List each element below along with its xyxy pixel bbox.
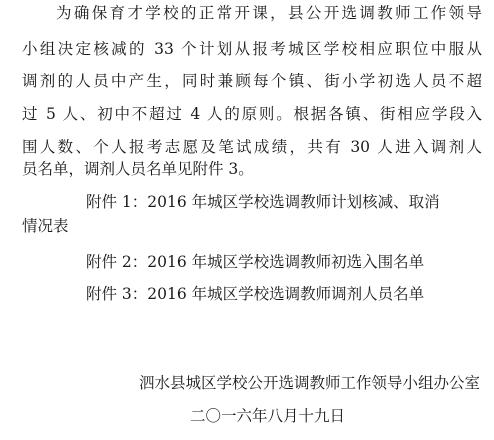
paragraph-line-2: 小组决定核减的 33 个计划从报考城区学校相应职位中服从 bbox=[22, 40, 482, 58]
attachment-3: 附件 3：2016 年城区学校选调教师调剂人员名单 bbox=[86, 285, 425, 303]
signature-org: 泗水县城区学校公开选调教师工作领导小组办公室 bbox=[138, 374, 480, 392]
paragraph-line-1: 为确保育才学校的正常开课，县公开选调教师工作领导 bbox=[56, 4, 482, 22]
attachment-1-line-2: 情况表 bbox=[22, 217, 69, 235]
paragraph-line-5: 围人数、个人报考志愿及笔试成绩，共有 30 人进入调剂人 bbox=[22, 138, 482, 156]
paragraph-line-6: 员名单，调剂人员名单见附件 3。 bbox=[22, 160, 254, 178]
paragraph-line-3: 调剂的人员中产生，同时兼顾每个镇、街小学初选人员不超 bbox=[22, 72, 482, 90]
attachment-1-line-1: 附件 1：2016 年城区学校选调教师计划核减、取消 bbox=[86, 193, 440, 211]
paragraph-line-4: 过 5 人、初中不超过 4 人的原则。根据各镇、街相应学段入 bbox=[22, 105, 482, 123]
signature-date: 二〇一六年八月十九日 bbox=[190, 407, 346, 425]
attachment-2: 附件 2：2016 年城区学校选调教师初选入围名单 bbox=[86, 253, 425, 271]
